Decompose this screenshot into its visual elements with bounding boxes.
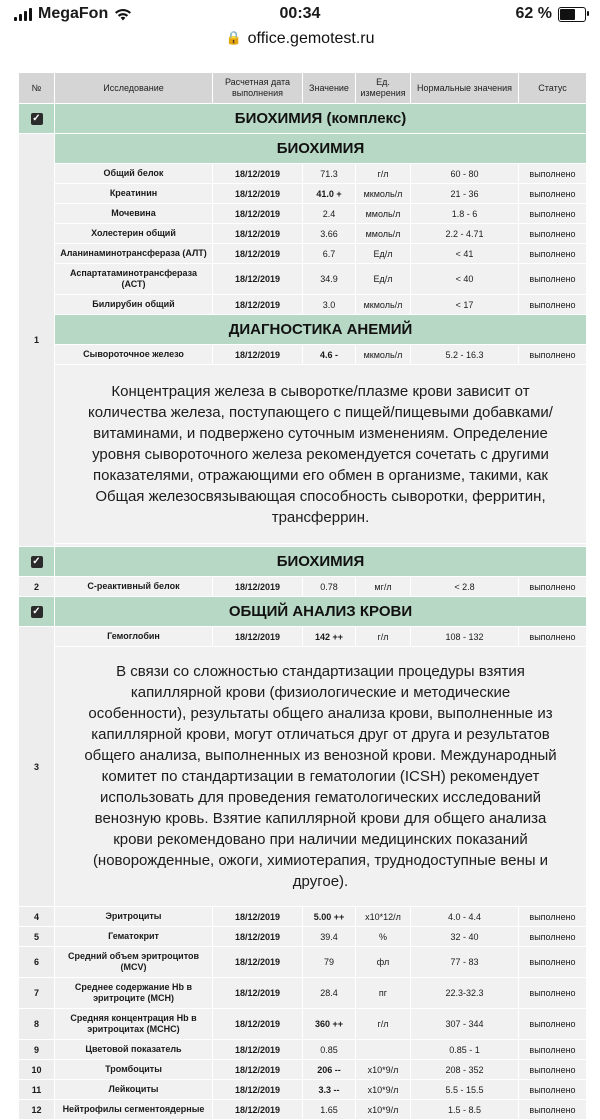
table-row — [19, 184, 587, 204]
test-date: 18/12/2019 — [213, 978, 303, 1009]
test-status: выполнено — [519, 264, 587, 295]
row-number: 3 — [19, 627, 55, 907]
header-value: Значение — [303, 73, 356, 104]
test-date: 18/12/2019 — [213, 224, 303, 244]
row-number: 10 — [19, 1060, 55, 1080]
test-normal-range: 5.2 - 16.3 — [411, 345, 519, 365]
test-name: Креатинин — [55, 184, 213, 204]
test-name: Нейтрофилы сегментоядерные — [55, 1100, 213, 1120]
test-normal-range: 21 - 36 — [411, 184, 519, 204]
table-row — [19, 224, 587, 244]
test-status: выполнено — [519, 1009, 587, 1040]
row-number: 5 — [19, 927, 55, 947]
test-status: выполнено — [519, 184, 587, 204]
test-normal-range: 1.8 - 6 — [411, 204, 519, 224]
note-row — [19, 365, 587, 544]
test-date: 18/12/2019 — [213, 184, 303, 204]
test-unit: пг — [356, 978, 411, 1009]
test-date: 18/12/2019 — [213, 907, 303, 927]
header-unit: Ед. измерения — [356, 73, 411, 104]
test-date: 18/12/2019 — [213, 1100, 303, 1120]
test-date: 18/12/2019 — [213, 1009, 303, 1040]
table-row — [19, 1040, 587, 1060]
test-date: 18/12/2019 — [213, 1040, 303, 1060]
test-status: выполнено — [519, 1040, 587, 1060]
test-name: Средний объем эритроцитов (MCV) — [55, 947, 213, 978]
note-row — [19, 647, 587, 907]
battery-icon — [558, 7, 586, 22]
test-date: 18/12/2019 — [213, 204, 303, 224]
section-checkbox-cell[interactable] — [19, 547, 55, 577]
row-number: 4 — [19, 907, 55, 927]
test-normal-range: 22.3-32.3 — [411, 978, 519, 1009]
results-page — [18, 72, 586, 1120]
test-value: 206 -- — [303, 1060, 356, 1080]
test-status: выполнено — [519, 947, 587, 978]
test-normal-range: 60 - 80 — [411, 164, 519, 184]
test-value: 4.6 - — [303, 345, 356, 365]
header-normal: Нормальные значения — [411, 73, 519, 104]
test-date: 18/12/2019 — [213, 947, 303, 978]
test-unit: мкмоль/л — [356, 295, 411, 315]
test-name: Гемоглобин — [55, 627, 213, 647]
test-normal-range: 4.0 - 4.4 — [411, 907, 519, 927]
table-row — [19, 295, 587, 315]
section-checkbox-cell[interactable] — [19, 597, 55, 627]
test-normal-range: 108 - 132 — [411, 627, 519, 647]
test-status: выполнено — [519, 295, 587, 315]
test-name: С-реактивный белок — [55, 577, 213, 597]
test-normal-range: 307 - 344 — [411, 1009, 519, 1040]
subsection-title-anemia: ДИАГНОСТИКА АНЕМИЙ — [55, 315, 587, 345]
test-name: Общий белок — [55, 164, 213, 184]
test-unit: x10*9/л — [356, 1060, 411, 1080]
section-row-complex — [19, 104, 587, 134]
test-unit: г/л — [356, 627, 411, 647]
row-number: 7 — [19, 978, 55, 1009]
table-row — [19, 345, 587, 365]
test-status: выполнено — [519, 244, 587, 264]
test-name: Среднее содержание Hb в эритроците (MCH) — [55, 978, 213, 1009]
table-row — [19, 947, 587, 978]
test-date: 18/12/2019 — [213, 577, 303, 597]
table-row — [19, 1100, 587, 1120]
test-name: Гематокрит — [55, 927, 213, 947]
carrier-name: MegaFon — [38, 5, 109, 22]
table-row — [19, 264, 587, 295]
test-status: выполнено — [519, 577, 587, 597]
test-normal-range: < 40 — [411, 264, 519, 295]
header-date: Расчетная дата выполнения — [213, 73, 303, 104]
test-status: выполнено — [519, 978, 587, 1009]
test-status: выполнено — [519, 1080, 587, 1100]
test-value: 0.78 — [303, 577, 356, 597]
lock-icon: 🔒 — [225, 30, 242, 45]
ios-status-bar — [0, 0, 600, 30]
test-name: Билирубин общий — [55, 295, 213, 315]
test-status: выполнено — [519, 907, 587, 927]
test-date: 18/12/2019 — [213, 164, 303, 184]
test-value: 71.3 — [303, 164, 356, 184]
table-header-row — [19, 73, 587, 104]
test-value: 1.65 — [303, 1100, 356, 1120]
test-normal-range: 32 - 40 — [411, 927, 519, 947]
battery-percent: 62 % — [515, 5, 552, 22]
row-number: 6 — [19, 947, 55, 978]
test-value: 3.0 — [303, 295, 356, 315]
subsection-title-biochem: БИОХИМИЯ — [55, 134, 587, 164]
subsection-row-biochem — [19, 134, 587, 164]
test-normal-range: < 17 — [411, 295, 519, 315]
test-status: выполнено — [519, 927, 587, 947]
iron-comment: Концентрация железа в сыворотке/плазме крови зависит от количества железа, поступающего с пищей/пищевыми добавками/ витаминами, и подвержено суточным изменениям. Определение уровня сывороточного железа рекомендуется сочетать с другими показателями, отражающими его обмен в организме, такими, как Общая железосвязывающая способность сыворотки, ферритин, трансферрин. — [55, 365, 587, 544]
row-number: 1 — [19, 134, 55, 547]
battery-level-fill — [560, 9, 575, 20]
test-date: 18/12/2019 — [213, 927, 303, 947]
header-status: Статус — [519, 73, 587, 104]
row-number: 9 — [19, 1040, 55, 1060]
test-name: Эритроциты — [55, 907, 213, 927]
test-name: Лейкоциты — [55, 1080, 213, 1100]
header-num: № — [19, 73, 55, 104]
test-unit: ммоль/л — [356, 224, 411, 244]
row-number: 11 — [19, 1080, 55, 1100]
test-value: 360 ++ — [303, 1009, 356, 1040]
table-row — [19, 978, 587, 1009]
table-row — [19, 927, 587, 947]
test-date: 18/12/2019 — [213, 1060, 303, 1080]
test-name: Мочевина — [55, 204, 213, 224]
cbc-comment: В связи со сложностью стандартизации процедуры взятия капиллярной крови (физиологические и методические особенности), результаты общего анализа крови, выполненные из капиллярной крови, могут отличаться друг от друга и результатов общего анализа, выполненных из венозной крови. Международный комитет по стандартизации в гематологии (ICSH) рекомендует использовать для проведения гематологических исследований венозную кровь. Взятие капиллярной крови для общего анализа крови рекомендовано при наличии медицинских показаний (новорожденные, ожоги, химиотерапия, труднодоступные вены и другое). — [55, 647, 587, 907]
test-value: 3.3 -- — [303, 1080, 356, 1100]
test-unit — [356, 1040, 411, 1060]
test-normal-range: 77 - 83 — [411, 947, 519, 978]
test-status: выполнено — [519, 204, 587, 224]
table-row — [19, 1080, 587, 1100]
test-unit: % — [356, 927, 411, 947]
test-normal-range: 0.85 - 1 — [411, 1040, 519, 1060]
test-name: Холестерин общий — [55, 224, 213, 244]
test-name: Цветовой показатель — [55, 1040, 213, 1060]
test-unit: ммоль/л — [356, 204, 411, 224]
test-unit: г/л — [356, 164, 411, 184]
test-name: Аланинаминотрансфераза (АЛТ) — [55, 244, 213, 264]
test-value: 41.0 + — [303, 184, 356, 204]
section-title-cbc: ОБЩИЙ АНАЛИЗ КРОВИ — [55, 597, 587, 627]
test-value: 34.9 — [303, 264, 356, 295]
row-number: 8 — [19, 1009, 55, 1040]
test-value: 3.66 — [303, 224, 356, 244]
url-text[interactable]: office.gemotest.ru — [247, 30, 375, 47]
test-value: 0.85 — [303, 1040, 356, 1060]
test-unit: г/л — [356, 1009, 411, 1040]
test-unit: Ед/л — [356, 264, 411, 295]
section-checkbox-cell[interactable] — [19, 104, 55, 134]
cbc-rows — [19, 907, 587, 1120]
test-unit: x10*9/л — [356, 1080, 411, 1100]
clock: 00:34 — [279, 5, 321, 22]
test-value: 5.00 ++ — [303, 907, 356, 927]
test-value: 28.4 — [303, 978, 356, 1009]
header-test: Исследование — [55, 73, 213, 104]
test-value: 79 — [303, 947, 356, 978]
test-status: выполнено — [519, 627, 587, 647]
test-name: Сывороточное железо — [55, 345, 213, 365]
test-normal-range: < 41 — [411, 244, 519, 264]
table-row — [19, 244, 587, 264]
test-normal-range: 1.5 - 8.5 — [411, 1100, 519, 1120]
test-date: 18/12/2019 — [213, 627, 303, 647]
test-unit: x10*12/л — [356, 907, 411, 927]
table-row — [19, 627, 587, 647]
test-name: Аспартатаминотрансфераза (АСТ) — [55, 264, 213, 295]
test-value: 142 ++ — [303, 627, 356, 647]
test-unit: фл — [356, 947, 411, 978]
table-row — [19, 907, 587, 927]
test-date: 18/12/2019 — [213, 264, 303, 295]
test-normal-range: 2.2 - 4.71 — [411, 224, 519, 244]
test-date: 18/12/2019 — [213, 1080, 303, 1100]
test-status: выполнено — [519, 345, 587, 365]
test-value: 39.4 — [303, 927, 356, 947]
test-date: 18/12/2019 — [213, 295, 303, 315]
test-unit: мг/л — [356, 577, 411, 597]
section-row-cbc — [19, 597, 587, 627]
test-date: 18/12/2019 — [213, 244, 303, 264]
row-number: 2 — [19, 577, 55, 597]
table-row — [19, 204, 587, 224]
test-status: выполнено — [519, 164, 587, 184]
checkbox-checked-icon[interactable]: ✓ — [32, 555, 41, 567]
table-row — [19, 164, 587, 184]
test-normal-range: < 2.8 — [411, 577, 519, 597]
test-normal-range: 5.5 - 15.5 — [411, 1080, 519, 1100]
table-row — [19, 577, 587, 597]
test-status: выполнено — [519, 224, 587, 244]
battery-info — [516, 5, 586, 23]
section-row-biochem-2 — [19, 547, 587, 577]
test-unit: x10*9/л — [356, 1100, 411, 1120]
test-unit: мкмоль/л — [356, 184, 411, 204]
table-row — [19, 1009, 587, 1040]
test-status: выполнено — [519, 1060, 587, 1080]
test-name: Средняя концентрация Hb в эритроцитах (MCHC) — [55, 1009, 213, 1040]
test-status: выполнено — [519, 1100, 587, 1120]
row-number: 12 — [19, 1100, 55, 1120]
test-date: 18/12/2019 — [213, 345, 303, 365]
test-unit: Ед/л — [356, 244, 411, 264]
section-title-complex: БИОХИМИЯ (комплекс) — [55, 104, 587, 134]
table-row — [19, 1060, 587, 1080]
checkbox-checked-icon[interactable]: ✓ — [32, 112, 41, 124]
results-table — [18, 72, 587, 1120]
test-value: 2.4 — [303, 204, 356, 224]
section-title-biochem-2: БИОХИМИЯ — [55, 547, 587, 577]
test-name: Тромбоциты — [55, 1060, 213, 1080]
address-bar[interactable] — [0, 30, 600, 52]
test-normal-range: 208 - 352 — [411, 1060, 519, 1080]
subsection-row-anemia — [19, 315, 587, 345]
test-value: 6.7 — [303, 244, 356, 264]
test-unit: мкмоль/л — [356, 345, 411, 365]
checkbox-checked-icon[interactable]: ✓ — [32, 605, 41, 617]
